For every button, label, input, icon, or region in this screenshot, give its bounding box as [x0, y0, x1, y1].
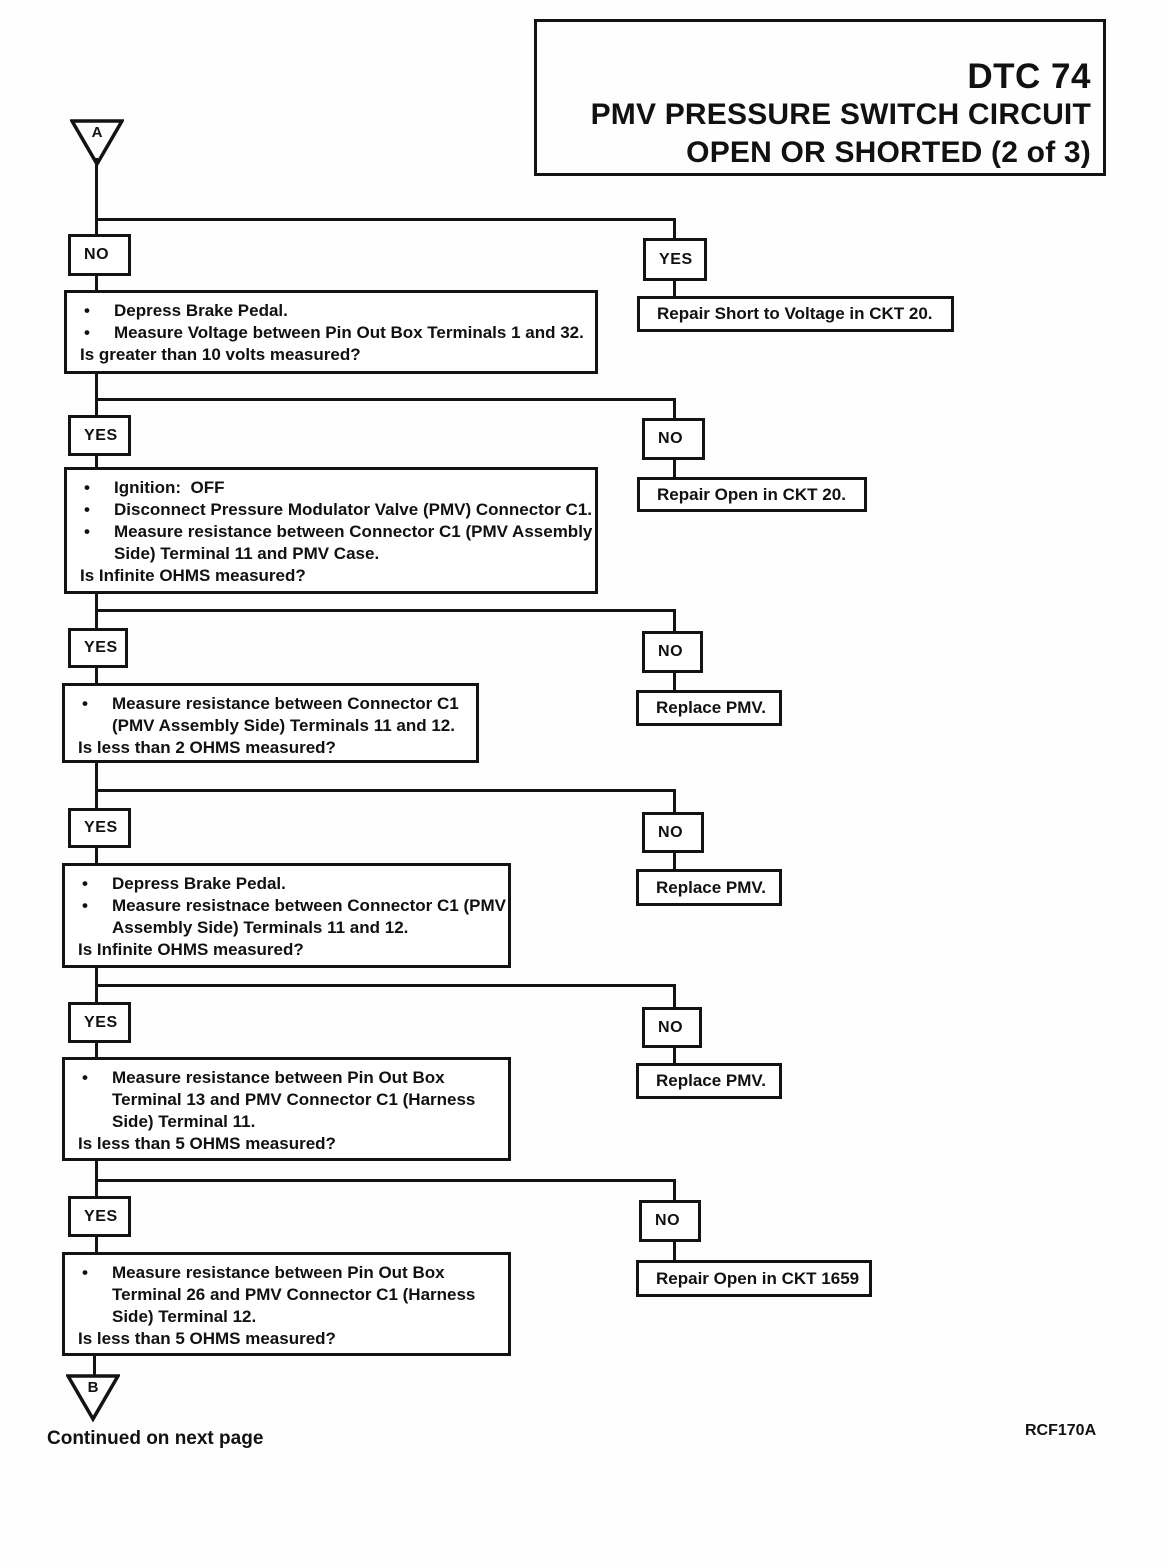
connector-line — [673, 609, 676, 633]
decision-box-5 — [62, 1057, 511, 1161]
decision-question: Is less than 5 OHMS measured? — [78, 1134, 336, 1153]
action-box-4 — [636, 869, 782, 906]
bullet-item — [77, 693, 474, 737]
bullet-text: Measure resistnace between Connector C1 (PMV Assembly Side) Terminals 11 and 12. — [112, 896, 511, 937]
dtc-code-title: DTC 74 — [967, 57, 1091, 96]
bullet-item — [79, 499, 593, 521]
branch-label-text: YES — [84, 1013, 118, 1031]
branch-label-yes-5 — [68, 1002, 131, 1043]
branch-label-no-2 — [642, 418, 705, 460]
connector-line — [673, 398, 676, 420]
bullet-text: Measure Voltage between Pin Out Box Terminals 1 and 32. — [114, 323, 584, 342]
bullet-text: Disconnect Pressure Modulator Valve (PMV) Connector C1. — [114, 500, 593, 519]
branch-label-text: YES — [84, 639, 118, 656]
connector-line — [673, 671, 676, 691]
bullet-item — [79, 300, 593, 322]
decision-box-4 — [62, 863, 511, 968]
branch-label-no-4 — [642, 812, 704, 853]
bullet-text: Measure resistance between Pin Out Box Terminal 26 and PMV Connector C1 (Harness Side) Terminal 12. — [112, 1263, 481, 1326]
connector-line — [673, 789, 676, 814]
action-text: Repair Open in CKT 1659 — [656, 1268, 860, 1288]
bullet-item — [77, 873, 506, 895]
branch-label-text: NO — [84, 246, 110, 263]
branch-label-text: NO — [658, 643, 684, 660]
branch-label-text: NO — [658, 430, 684, 447]
connector-line — [95, 984, 676, 987]
branch-label-text: NO — [658, 823, 684, 841]
branch-label-no-6 — [639, 1200, 701, 1242]
bullet-text: Measure resistance between Connector C1 (PMV Assembly Side) Terminals 11 and 12. — [112, 694, 464, 735]
action-box-1 — [637, 296, 954, 332]
branch-label-yes-1 — [643, 238, 707, 281]
action-text: Repair Open in CKT 20. — [657, 484, 846, 504]
connector-line — [673, 1046, 676, 1064]
connector-line — [95, 592, 98, 632]
decision-question: Is Infinite OHMS measured? — [78, 940, 304, 959]
bullet-icon: • — [82, 896, 88, 915]
branch-label-yes-4 — [68, 808, 131, 848]
decision-box-2 — [64, 467, 598, 594]
connector-line — [95, 454, 98, 468]
connector-line — [673, 1240, 676, 1261]
branch-label-yes-3 — [68, 628, 128, 668]
connector-b-label: B — [87, 1379, 99, 1396]
connector-line — [95, 398, 676, 401]
action-text: Replace PMV. — [656, 698, 766, 717]
connector-line — [95, 666, 98, 684]
decision-box-6 — [62, 1252, 511, 1356]
decision-question: Is Infinite OHMS measured? — [80, 566, 306, 585]
connector-line — [95, 1179, 676, 1182]
connector-line — [673, 458, 676, 478]
bullet-text: Ignition: OFF — [114, 478, 225, 497]
decision-question: Is greater than 10 volts measured? — [80, 345, 361, 364]
bullet-icon: • — [82, 694, 88, 713]
bullet-text: Measure resistance between Connector C1 (PMV Assembly Side) Terminal 11 and PMV Case. — [114, 522, 598, 563]
bullet-icon: • — [84, 500, 90, 519]
bullet-icon: • — [84, 323, 90, 342]
branch-label-yes-2 — [68, 415, 131, 456]
bullet-icon: • — [84, 478, 90, 497]
branch-label-text: NO — [655, 1212, 681, 1229]
bullet-icon: • — [82, 1263, 88, 1282]
dtc-title-line2: PMV PRESSURE SWITCH CIRCUIT — [590, 98, 1091, 131]
bullet-icon: • — [84, 301, 90, 320]
decision-box-3 — [62, 683, 479, 763]
branch-label-text: YES — [659, 250, 693, 268]
action-box-2 — [637, 477, 867, 512]
bullet-item — [77, 1067, 506, 1133]
connector-line — [673, 984, 676, 1009]
connector-line — [95, 158, 98, 236]
branch-label-no-1 — [68, 234, 131, 276]
action-text: Replace PMV. — [656, 877, 766, 897]
decision-box-1 — [64, 290, 598, 374]
decision-question: Is less than 5 OHMS measured? — [78, 1329, 336, 1348]
dtc-title-line3: OPEN OR SHORTED (2 of 3) — [686, 136, 1091, 169]
connector-line — [95, 846, 98, 864]
action-box-5 — [636, 1063, 782, 1099]
title-box — [534, 19, 1106, 176]
bullet-icon: • — [84, 522, 90, 541]
connector-line — [673, 851, 676, 870]
connector-line — [673, 218, 676, 240]
bullet-text: Depress Brake Pedal. — [112, 874, 286, 893]
connector-line — [95, 609, 676, 612]
connector-line — [95, 218, 676, 221]
action-box-3 — [636, 690, 782, 726]
decision-question: Is less than 2 OHMS measured? — [78, 738, 336, 757]
branch-label-text: YES — [84, 426, 118, 444]
branch-label-text: YES — [84, 1207, 118, 1225]
connector-a-label: A — [91, 124, 103, 141]
connector-line — [95, 372, 98, 416]
bullet-item — [79, 521, 598, 565]
bullet-item — [79, 477, 593, 499]
connector-line — [95, 789, 676, 792]
bullet-item — [79, 322, 593, 344]
connector-line — [673, 1179, 676, 1202]
bullet-item — [77, 895, 511, 939]
bullet-text: Depress Brake Pedal. — [114, 301, 288, 320]
action-text: Repair Short to Voltage in CKT 20. — [657, 304, 933, 323]
branch-label-no-3 — [642, 631, 703, 673]
bullet-item — [77, 1262, 506, 1328]
bullet-icon: • — [82, 1068, 88, 1087]
branch-label-yes-6 — [68, 1196, 131, 1237]
bullet-icon: • — [82, 874, 88, 893]
branch-label-text: NO — [658, 1018, 684, 1036]
connector-line — [95, 761, 98, 810]
figure-reference: RCF170A — [1025, 1422, 1097, 1439]
action-text: Replace PMV. — [656, 1071, 766, 1090]
off-page-connector-b — [66, 1374, 120, 1422]
bullet-text: Measure resistance between Pin Out Box Terminal 13 and PMV Connector C1 (Harness Side) Terminal 11. — [112, 1068, 481, 1131]
branch-label-no-5 — [642, 1007, 702, 1048]
action-box-6 — [636, 1260, 872, 1297]
continued-note: Continued on next page — [47, 1428, 264, 1449]
branch-label-text: YES — [84, 819, 118, 836]
